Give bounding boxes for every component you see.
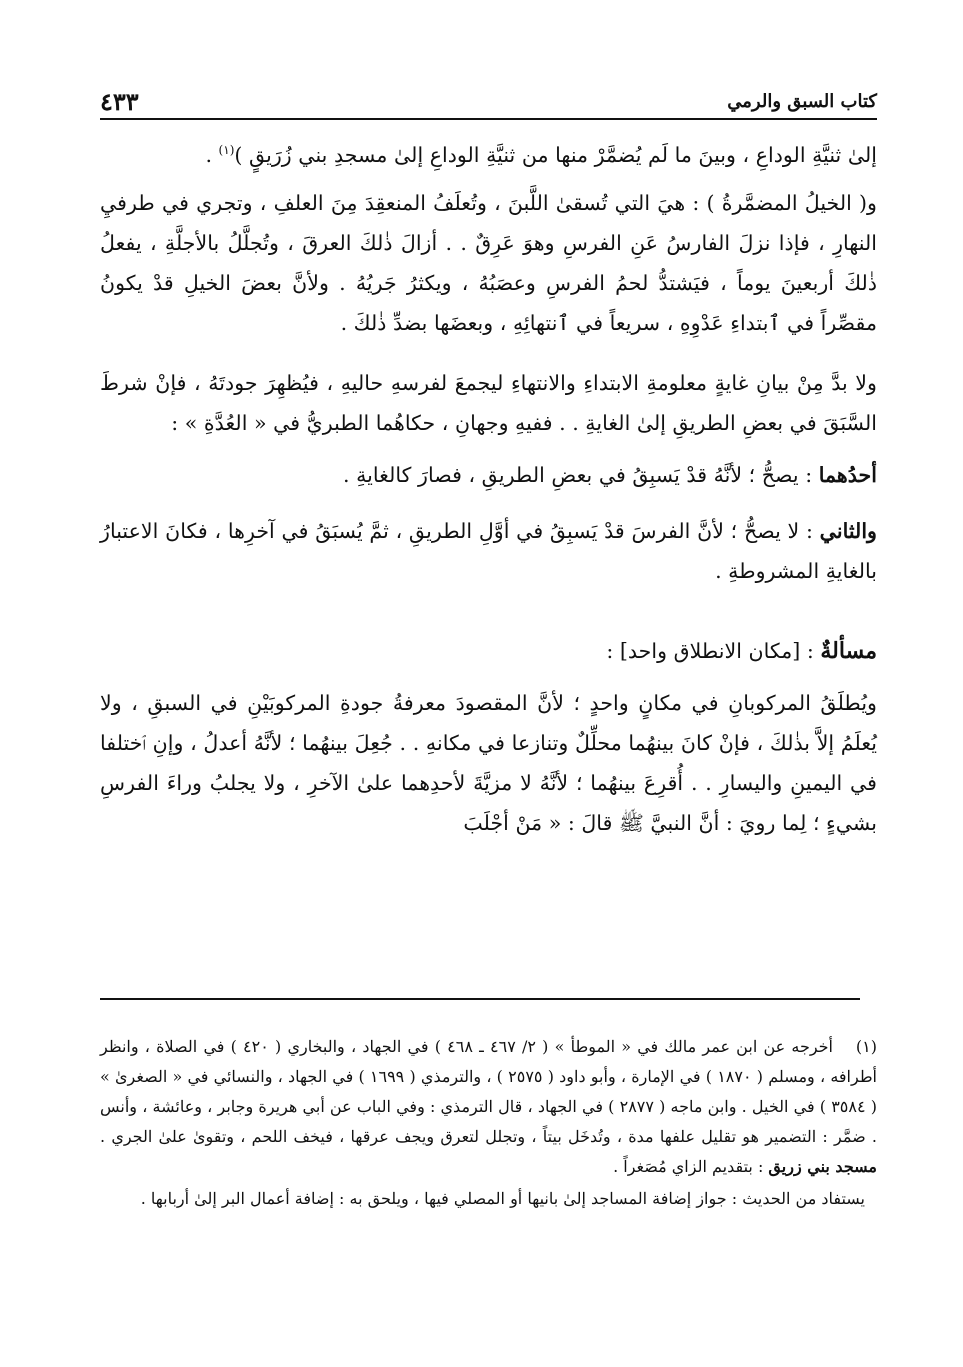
paragraph-1-text: إلىٰ ثنيَّةِ الوداعِ ، وبينَ ما لَم يُضمَّرْ منها من ثنيَّةِ الوداعِ إلىٰ مسجدِ بني زُرَيقٍ ) [234, 143, 877, 167]
paragraph-1-end: . [205, 143, 219, 167]
footnote-1-end: : بتقديم الزاي مُصَغراً . [613, 1157, 769, 1176]
issue-label: مسألةٌ [820, 638, 877, 664]
main-text [100, 135, 877, 843]
page-number: ٤٣٣ [100, 87, 139, 116]
footnote-1-text: أخرجه عن ابن عمر مالك في « الموطأ » ( ٢/ ٤٦٧ ـ ٤٦٨ ) في الجهاد ، والبخاري ( ٤٢٠ ) في الصلاة ، وانظر أطرافه ، ومسلم ( ١٨٧٠ ) في الإمارة ، وأبو داود ( ٢٥٧٥ ) ، والترمذي ( ١٦٩٩ ) في الجهاد ، والنسائي في « الصغرىٰ » ( ٣٥٨٤ ) في الخيل . وابن ماجه ( ٢٨٧٧ ) في الجهاد ، قال الترمذي : وفي الباب عن أبي هريرة وجابر ، وعائشة ، وأنس . ضمَّر : التضمير هو تقليل علفها مدة ، وتُدخَل بيتاً ، وتجلل لتعرق ويجف عرقها ، فيخف اللحم ، وتقوىٰ علىٰ الجري . [100, 1037, 877, 1146]
issue-title: : [مكان الانطلاق واحد] : [606, 639, 821, 663]
header-rule [100, 118, 877, 120]
second-opinion-label: والثاني [819, 519, 877, 543]
page-header [100, 82, 877, 116]
paragraph-6: ويُطلَقُ المركوبانِ في مكانٍ واحدٍ ؛ لأنَّ المقصودَ معرفةُ جودةِ المركوبَيْنِ في السبقِ ، ولا يُعلَمُ إلاَّ بذٰلكَ ، فإنْ كانَ بينهُما محلِّلٌ وتنازعا في مكانهِ . . جُعِلَ بينهُما ؛ لأنَّهُ أعدلُ ، وإنِ ٱختلفا في اليمينِ واليسارِ . . أُقرِعَ بينهُما ؛ لأنَّهُ لا مزيَّةَ لأحدِهما علىٰ الآخرِ ، ولا يجلبُ وراءَ الفرسِ بشيءٍ ؛ لِما رويَ : أنَّ النبيَّ ﷺ قالَ : « مَنْ أجْلَبَ [100, 691, 877, 835]
paragraph-2: و( الخيلُ المضمَّرةُ ) : هيَ التي تُسقىٰ اللَّبنَ ، وتُعلَفُ المنعقِدَ مِنَ العلفِ ، وتجري في طرفيِ النهارِ ، فإذا نزلَ الفارسُ عَنِ الفرسِ وهوَ عَرِقٌ . . أزالَ ذٰلكَ العرقَ ، وتُجلَّلُ بالأجلَّةِ ، يفعلُ ذٰلكَ أربعينَ يوماً ، فيَشتدُّ لحمُ الفرسِ وعصَبُهُ ، ويكثرُ جَريُهُ . ولأنَّ بعضَ الخيلِ قدْ يكونُ مقصِّراً في ٱبتداءِ عَدْوِهِ ، سريعاً في ٱنتهائِهِ ، وبعضَها بضدِّ ذٰلكَ . [100, 191, 877, 335]
first-opinion-text: : يصحُّ ؛ لأنَّهُ قدْ يَسبِقُ في بعضِ الطريقِ ، فصارَ كالغايةِ . [343, 463, 819, 487]
footnote-note: يستفاد من الحديث : جواز إضافة المساجد إلىٰ بانيها أو المصلي فيها ، ويلحق به : إضافة أعمال البر إلىٰ أربابها . [140, 1189, 865, 1208]
first-opinion-label: أحدُهما [818, 463, 877, 487]
footnote-1-bold: مسجد بني زريق [768, 1157, 877, 1176]
footnote-ref-1: (١) [218, 143, 235, 158]
running-title: كتاب السبق والرمي [727, 91, 877, 112]
paragraph-3: ولا بدَّ مِنْ بيانِ غايةٍ معلومةِ الابتداءِ والانتهاءِ ليجمعَ لفرسهِ حاليهِ ، فيُظهِرَ جودتَهُ ، فإنْ شرطَ السَّبَقَ في بعضِ الطريقِ إلىٰ الغايةِ . . ففيهِ وجهانِ ، حكاهُما الطبريُّ في « العُدَّةِ » : [100, 371, 877, 435]
footnote-rule [100, 998, 860, 1000]
footnotes [100, 1032, 877, 1214]
footnote-1 [100, 1032, 877, 1182]
paragraph-1 [100, 135, 877, 175]
footnote-1-number: (١) [855, 1037, 878, 1056]
issue-heading [100, 631, 877, 671]
paragraph-4 [100, 455, 877, 495]
paragraph-5 [100, 511, 877, 591]
second-opinion-text: : لا يصحُّ ؛ لأنَّ الفرسَ قدْ يَسبِقُ في أوَّلِ الطريقِ ، ثمَّ يُسبَقُ في آخرِها ، فكانَ الاعتبارُ بالغايةِ المشروطةِ . [100, 519, 877, 583]
